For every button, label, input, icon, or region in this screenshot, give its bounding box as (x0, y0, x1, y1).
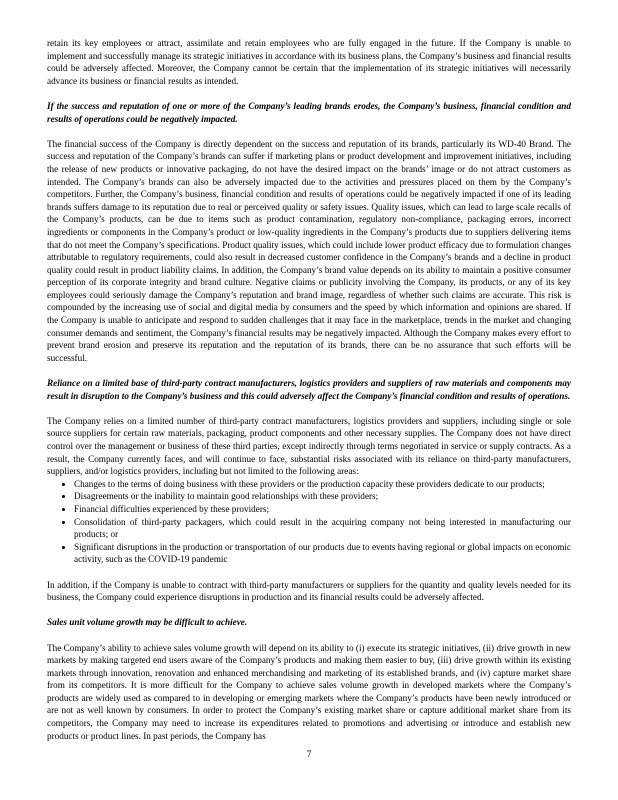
paragraph-third-party-reliance: The Company relies on a limited number of third-party contract manufacturers, logistics providers and suppliers, including single or sole source suppliers for certain raw materials, packaging, product components and other necessary supplies. The Company does not have direct control over the management or business of these third parties, except indirectly through terms negotiated in service or supply contracts. As a result, the Company currently faces, and will continue to face, substantial risks associated with its reliance on third-party manufacturers, suppliers, and/or logistics providers, including but not limited to the following areas: (47, 415, 571, 477)
page-number: 7 (306, 749, 312, 759)
list-item: • Consolidation of third-party packagers, which could result in the acquiring company not being interested in manufacturing our products; or (74, 516, 571, 541)
risk-bullet-list (47, 478, 571, 566)
list-item: • Significant disruptions in the production or transportation of our products due to events having regional or global impacts on economic activity, such as the COVID-19 pandemic (74, 541, 571, 566)
list-item: • Disagreements or the inability to maintain good relationships with these providers; (74, 490, 571, 503)
heading-sales-volume-growth-risk: Sales unit volume growth may be difficult to achieve. (47, 617, 248, 628)
heading-third-party-reliance-risk: Reliance on a limited base of third-party contract manufacturers, logistics providers and suppliers of raw materials and components may result in disruption to the Company’s business and this could adversely affect the Company’s financial condition and results of operations. (47, 378, 571, 401)
heading-brand-reputation-risk: If the success and reputation of one or more of the Company’s leading brands erodes, the Company’s business, financial condition and results of operations could be negatively impacted. (47, 100, 571, 124)
paragraph-contracting-inability: In addition, if the Company is unable to contract with third-party manufacturers or suppliers for the quantity and quality levels needed for its business, the Company could experience disruptions in production and its financial results could be adversely affected. (47, 579, 571, 603)
list-item: • Changes to the terms of doing business with these providers or the production capacity these providers dedicate to our products; (74, 478, 571, 491)
paragraph-strategic-initiatives: retain its key employees or attract, assimilate and retain employees who are fully engaged in the future. If the Company is unable to implement and successfully manage its strategic initiatives in accordance with its business plans, the Company’s business and financial results could be adversely affected. Moreover, the Company cannot be certain that the implementation of its strategic initiatives will necessarily advance its business or financial results as intended. (47, 38, 571, 86)
paragraph-sales-volume-growth: The Company’s ability to achieve sales volume growth will depend on its ability to (i) execute its strategic initiatives, (ii) drive growth in new markets by making targeted end users aware of the Company’s products and making them easier to buy, (iii) drive growth within its existing markets through innovation, renovation and enhanced merchandising and marketing of its established brands, and (iv) capture market share from its competitors. It is more difficult for the Company to achieve sales volume growth in developed markets where the Company’s products are widely used as compared to in developing or emerging markets where the Company’s products have been newly introduced or are not as well known by consumers. In order to protect the Company’s existing market share or capture additional market share from its competitors, the Company may need to increase its expenditures related to promotions and advertising or introduce and establish new products or product lines. In past periods, the Company has (47, 642, 571, 741)
paragraph-brand-reputation: The financial success of the Company is directly dependent on the success and reputation of its brands, particularly its WD-40 Brand. The success and reputation of the Company’s brands can suffer if marketing plans or product development and improvement initiatives, including the release of new products or innovative packaging, do not have the desired impact on the brands’ image or do not attract customers as intended. The Company’s brands can also be adversely impacted due to the activities and pressures placed on them by the Company’s competitors. Further, the Company’s business, financial condition and results of operations could be negatively impacted if one of its leading brands suffers damage to its reputation due to real or perceived quality or safety issues. Quality issues, which can lead to large scale recalls of the Company’s products, can be due to items such as product contamination, regulatory non-compliance, packaging errors, incorrect ingredients or components in the Company’s product or low-quality ingredients in the Company’s products due to suppliers delivering items that do not meet the Company’s specifications. Product quality issues, which could include lower product efficacy due to formulation changes attributable to regulatory requirements, could also result in decreased customer confidence in the Company’s brands and a decline in product quality could result in product liability claims. In addition, the Company’s brand value depends on its ability to maintain a positive consumer perception of its corporate integrity and brand culture. Negative claims or publicity involving the Company, its products, or any of its key employees could seriously damage the Company’s reputation and brand image, regardless of whether such claims are accurate. This risk is compounded by the increasing use of social and digital media by consumers and the speed by which information and opinions are shared. If the Company is unable to anticipate and respond to sudden challenges that it may face in the marketplace, trends in the market and changing consumer demands and sentiment, the Company’s financial results may be negatively impacted. Although the Company makes every effort to prevent brand erosion and preserve its reputation and the reputation of its brands, there can be no assurance that such efforts will be successful. (47, 138, 571, 363)
list-item: • Financial difficulties experienced by these providers; (74, 503, 571, 516)
